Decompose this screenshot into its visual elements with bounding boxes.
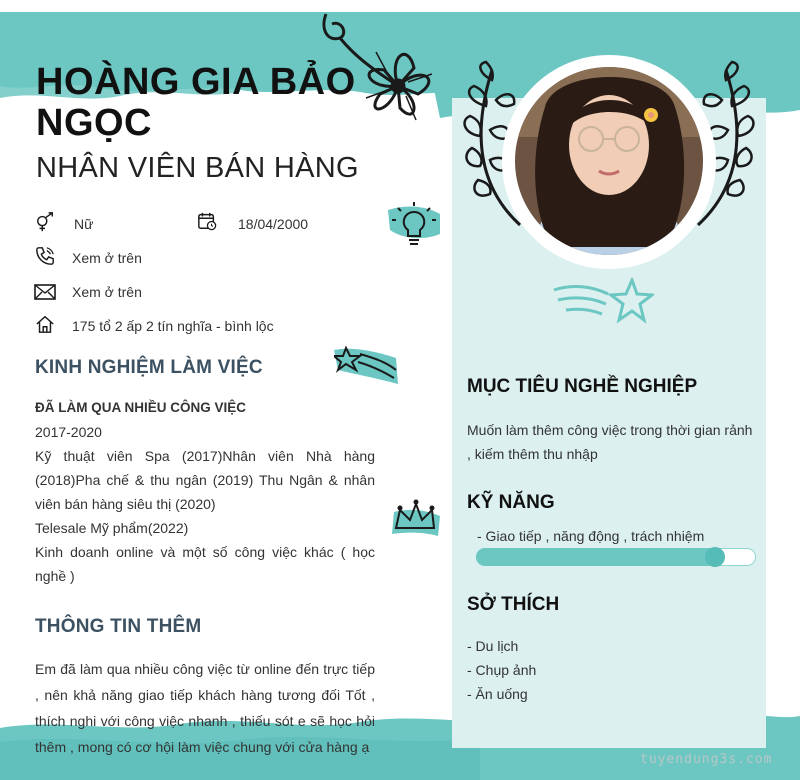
hobby-item: - Ăn uống — [467, 686, 528, 702]
skill-bar-fill — [476, 548, 717, 566]
hobbies-list — [467, 634, 536, 706]
email-icon — [34, 282, 56, 302]
skills-title: KỸ NĂNG — [467, 492, 555, 513]
home-icon — [34, 314, 56, 334]
shooting-star-icon — [334, 344, 400, 386]
skill-label: - Giao tiếp , năng động , trách nhiệm — [477, 528, 705, 544]
crown-icon — [390, 498, 442, 538]
birthdate-value: 18/04/2000 — [238, 216, 309, 232]
email-value: Xem ở trên — [72, 284, 142, 300]
job-title: NHÂN VIÊN BÁN HÀNG — [36, 152, 359, 184]
extra-info-text: Em đã làm qua nhiều công việc từ online đến trực tiếp , nên khả năng giao tiếp khách hàng tương đối Tốt , thích nghi với công việc nhanh , thiếu sót e sẽ học hỏi thêm , mong có cơ hội làm việc chung với cửa hàng ạ — [35, 661, 375, 755]
experience-title: KINH NGHIỆM LÀM VIỆC — [35, 357, 263, 378]
hobbies-title: SỞ THÍCH — [467, 594, 560, 615]
gender-value: Nữ — [74, 216, 94, 232]
hobby-item: - Chụp ảnh — [467, 662, 537, 678]
experience-description: Telesale Mỹ phẩm(2022) — [35, 520, 189, 536]
phone-value: Xem ở trên — [72, 250, 142, 266]
gender-icon — [34, 212, 56, 232]
experience-period: 2017-2020 — [35, 424, 102, 440]
calendar-icon — [196, 211, 218, 231]
watermark: tuyendung3s.com — [640, 752, 773, 767]
avatar — [515, 67, 703, 255]
hobby-item: - Du lịch — [467, 638, 519, 654]
experience-description: Kinh doanh online và một số công việc khác ( học nghề ) — [35, 544, 375, 584]
experience-section — [35, 396, 375, 588]
experience-subtitle: ĐÃ LÀM QUA NHIỀU CÔNG VIỆC — [35, 400, 247, 415]
skill-bar-knob — [705, 547, 725, 567]
extra-info-title: THÔNG TIN THÊM — [35, 616, 202, 637]
lightbulb-icon — [386, 200, 450, 246]
name-line-1: HOÀNG GIA BẢO — [36, 61, 356, 103]
star-doodle-icon — [552, 278, 654, 324]
experience-description: Kỹ thuật viên Spa (2017)Nhân viên Nhà hàng (2018)Pha chế & thu ngân (2019) Thu Ngân & nhân viên bán hàng siêu thị (2020) — [35, 448, 375, 512]
name-line-2: NGỌC — [36, 102, 152, 144]
objective-title: MỤC TIÊU NGHỀ NGHIỆP — [467, 376, 698, 397]
address-value: 175 tổ 2 ấp 2 tín nghĩa - bình lộc — [72, 318, 274, 334]
full-name — [36, 62, 396, 144]
objective-text: Muốn làm thêm công việc trong thời gian rảnh , kiếm thêm thu nhập — [467, 422, 753, 462]
phone-icon — [34, 246, 56, 266]
